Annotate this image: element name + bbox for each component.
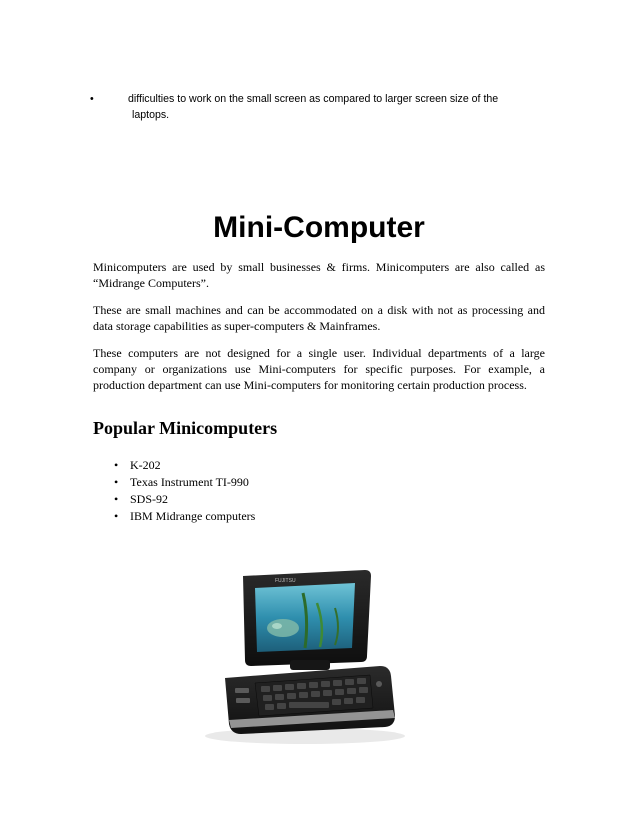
- brand-label: FUJITSU: [275, 578, 296, 584]
- list-item-text: Texas Instrument TI-990: [130, 475, 249, 489]
- minicomputer-photo: [195, 548, 420, 748]
- list-item-text: IBM Midrange computers: [130, 509, 256, 523]
- popular-heading: Popular Minicomputers: [93, 418, 278, 438]
- list-item: [112, 508, 255, 525]
- bullet-text-line2: laptops.: [132, 109, 170, 121]
- section-title: Mini-Computer: [213, 211, 425, 245]
- popular-list: [112, 457, 255, 525]
- bullet-glyph: •: [114, 475, 119, 489]
- paragraph-1: Minicomputers are used by small businesses & firms. Minicomputers are also called as “Midrange Computers”.: [93, 260, 545, 290]
- list-item: [112, 474, 255, 491]
- bullet-glyph: •: [114, 458, 119, 472]
- paragraph-2: These are small machines and can be accommodated on a disk with not as processing and data storage capabilities as super-computers & Mainframes.: [93, 303, 545, 333]
- list-item: [112, 457, 255, 474]
- bullet-glyph: •: [114, 492, 119, 506]
- bullet-glyph: •: [90, 93, 94, 105]
- list-item-text: SDS-92: [130, 492, 169, 506]
- laptop-illustration: [195, 548, 420, 748]
- list-item-text: K-202: [130, 458, 161, 472]
- top-bullet-item: [88, 91, 558, 123]
- bullet-glyph: •: [114, 509, 119, 523]
- list-item: [112, 491, 255, 508]
- bullet-text-line1: difficulties to work on the small screen as compared to larger screen size of the: [128, 93, 499, 105]
- paragraph-3: These computers are not designed for a single user. Individual departments of a large company or organizations use Mini-computers for specific purposes. For example, a production department can use Mini-computers for monitoring certain production process.: [93, 346, 545, 392]
